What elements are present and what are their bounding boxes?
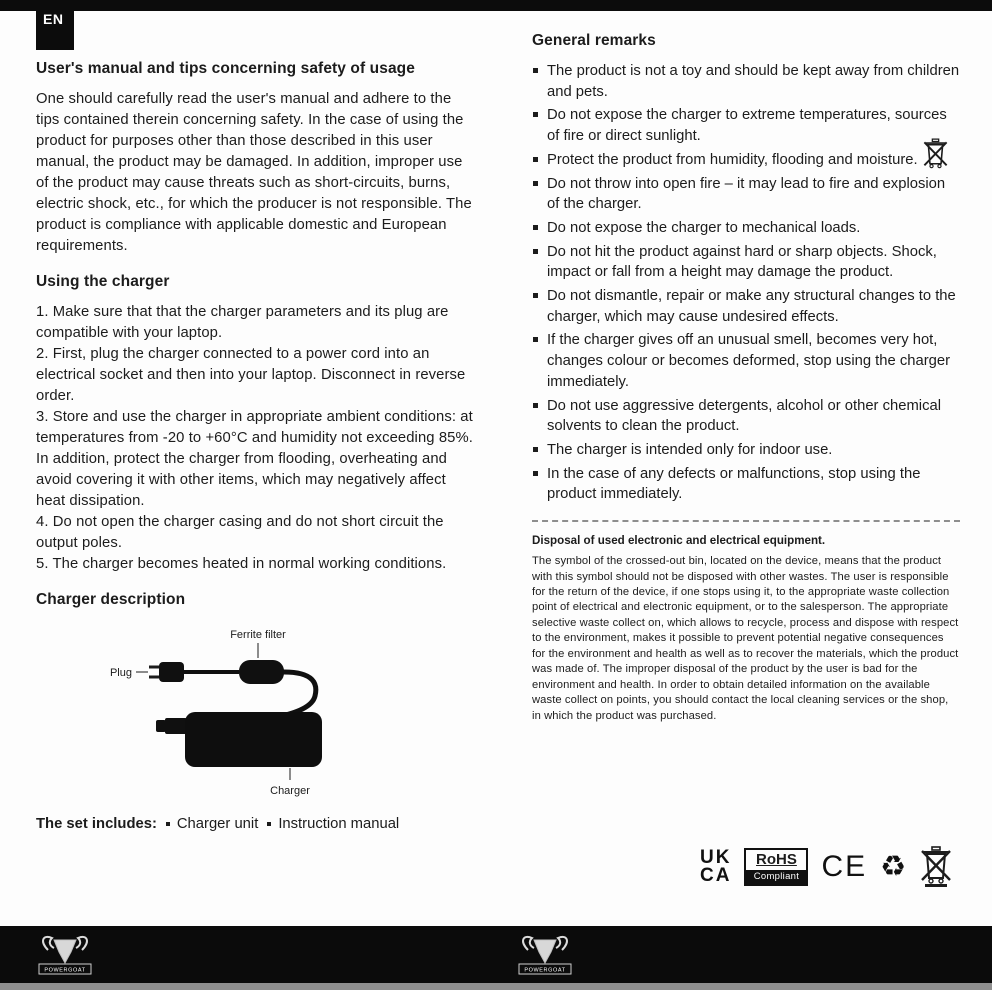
remark-text: Do not expose the charger to mechanical loads. [547,219,861,236]
remark-text: Protect the product from humidity, flooding and moisture. [547,151,918,168]
brand-name: POWERGOAT [44,967,86,974]
rohs-compliant-label: Compliant [746,870,806,884]
remark-text: The charger is intended only for indoor use. [547,441,833,458]
rohs-mark [744,848,808,886]
remark-item [532,330,960,392]
remark-text: The product is not a toy and should be kept away from children and pets. [547,63,960,100]
remark-text: Do not throw into open fire – it may lead to fire and explosion of the charger. [547,175,946,213]
general-remarks-title: General remarks [532,32,656,49]
dashed-divider [532,520,960,522]
remark-text: If the charger gives off an unusual smell, becomes very hot, changes colour or becomes deformed, stop using the charger immediately. [547,332,951,390]
plug-label: Plug [109,667,132,679]
dc-connector [165,718,187,734]
safety-title: User's manual and tips concerning safety of usage [36,60,415,77]
step-2: 2. First, plug the charger connected to a power cord into an electrical socket and then into your laptop. Disconnect in reverse order. [36,346,466,404]
ce-mark: CE [821,850,868,883]
remark-item [532,218,960,239]
goat-logo-icon [38,932,92,978]
remark-item [532,396,960,437]
compliance-marks [700,846,953,888]
remark-item [532,105,960,146]
bullet-square-icon [267,822,271,826]
step-5: 5. The charger becomes heated in normal working conditions. [36,556,447,572]
charger-diagram [36,620,476,806]
recycling-icon: ♻ [880,850,907,883]
bullet-square-icon [533,249,538,254]
brand-logo [518,932,572,983]
bullet-square-icon [533,293,538,298]
bullet-square-icon [533,225,538,230]
remark-text: Do not hit the product against hard or sharp objects. Shock, impact or fall from a height may damage the product. [547,243,937,281]
using-charger-steps [36,302,474,575]
step-3: 3. Store and use the charger in appropriate ambient conditions: at temperatures from -20 to +60°C and humidity not exceeding 85%. In addition, protect the charger from flooding, overheating and avoid covering it with other items, which may negatively affect heat dissipation. [36,409,473,509]
step-4: 4. Do not open the charger casing and do not short circuit the output poles. [36,514,444,551]
bullet-square-icon [533,68,538,73]
ukca-line1: UK [700,846,732,868]
language-badge-label: EN [43,11,64,27]
remark-item [532,464,960,505]
bullet-square-icon [533,403,538,408]
left-column [36,60,474,832]
remark-item [532,242,960,283]
set-item-instruction-manual: Instruction manual [278,816,400,832]
remark-text: In the case of any defects or malfunctions, stop using the product immediately. [547,465,921,503]
disposal-body: The symbol of the crossed-out bin, located on the device, means that the product with this symbol should not be disposed with other wastes. The user is responsible for the return of the device, if one stops using it, to the appropriate waste collection point of electrical and electronic equipment, or to the salesperson. The appropriate selective waste collect on, which allows to recycle, process and dispose with respect to the environment, makes it possible to prevent potential negative consequences for the environment and health as well as to recover the materials, which the product was made of. The improper disposal of the product by the user is bad for the environment and health. In order to obtain detailed information on the available waste collect on points, you should contact the local cleaning services or the shop, in which the product was purchased. [532,555,959,722]
bullet-square-icon [533,181,538,186]
remark-text: Do not dismantle, repair or make any structural changes to the charger, which may cause undesired effects. [547,288,956,325]
remark-text: Do not expose the charger to extreme temperatures, sources of fire or direct sunlight. [547,107,947,145]
remark-item [532,440,960,461]
language-badge [36,5,74,50]
remark-item [532,61,960,102]
set-includes-line [36,816,474,832]
rohs-label: RoHS [756,851,797,868]
disposal-title: Disposal of used electronic and electrical equipment. [532,534,826,548]
weee-crossed-bin-icon [922,138,949,172]
remark-item [532,174,960,215]
dc-connector-tip [156,720,166,732]
bullet-square-icon [533,157,538,162]
ferrite-filter-label: Ferrite filter [230,629,286,641]
charger-description-title: Charger description [36,591,186,608]
set-includes-label: The set includes: [36,816,157,832]
bullet-square-icon [166,822,170,826]
general-remarks-list [532,61,960,505]
brand-logo [38,932,92,983]
bullet-square-icon [533,112,538,117]
scan-bottom-edge [0,983,992,990]
ukca-mark [700,846,732,886]
bullet-square-icon [533,337,538,342]
charger-brick [185,712,322,767]
set-item-charger-unit: Charger unit [176,816,259,832]
top-black-bar [0,0,992,11]
safety-intro-paragraph: One should carefully read the user's manual and adhere to the tips contained therein concerning safety. In the case of using the product for purposes other than those described in this user manual, the product may be damaged. In addition, improper use of the product may cause threats such as short-circuits, burns, electric shock, etc., for which the producer is not responsible. The product is compliance with applicable domestic and European requirements. [36,91,472,254]
remark-item [532,150,960,171]
charger-label: Charger [270,785,310,797]
bullet-square-icon [533,471,538,476]
remark-text: Do not use aggressive detergents, alcohol or other chemical solvents to clean the product. [547,397,941,435]
ukca-line2: CA [700,865,732,886]
bottom-black-bar [0,926,992,983]
weee-crossed-bin-icon [919,846,953,888]
bullet-square-icon [533,447,538,452]
right-column [532,32,960,724]
using-charger-title: Using the charger [36,273,170,290]
plug-body [159,662,184,682]
step-1: 1. Make sure that that the charger parameters and its plug are compatible with your laptop. [36,304,449,341]
goat-logo-icon [518,932,572,978]
brand-name: POWERGOAT [524,967,566,974]
remark-item [532,286,960,327]
ferrite-filter-shape [239,660,284,684]
